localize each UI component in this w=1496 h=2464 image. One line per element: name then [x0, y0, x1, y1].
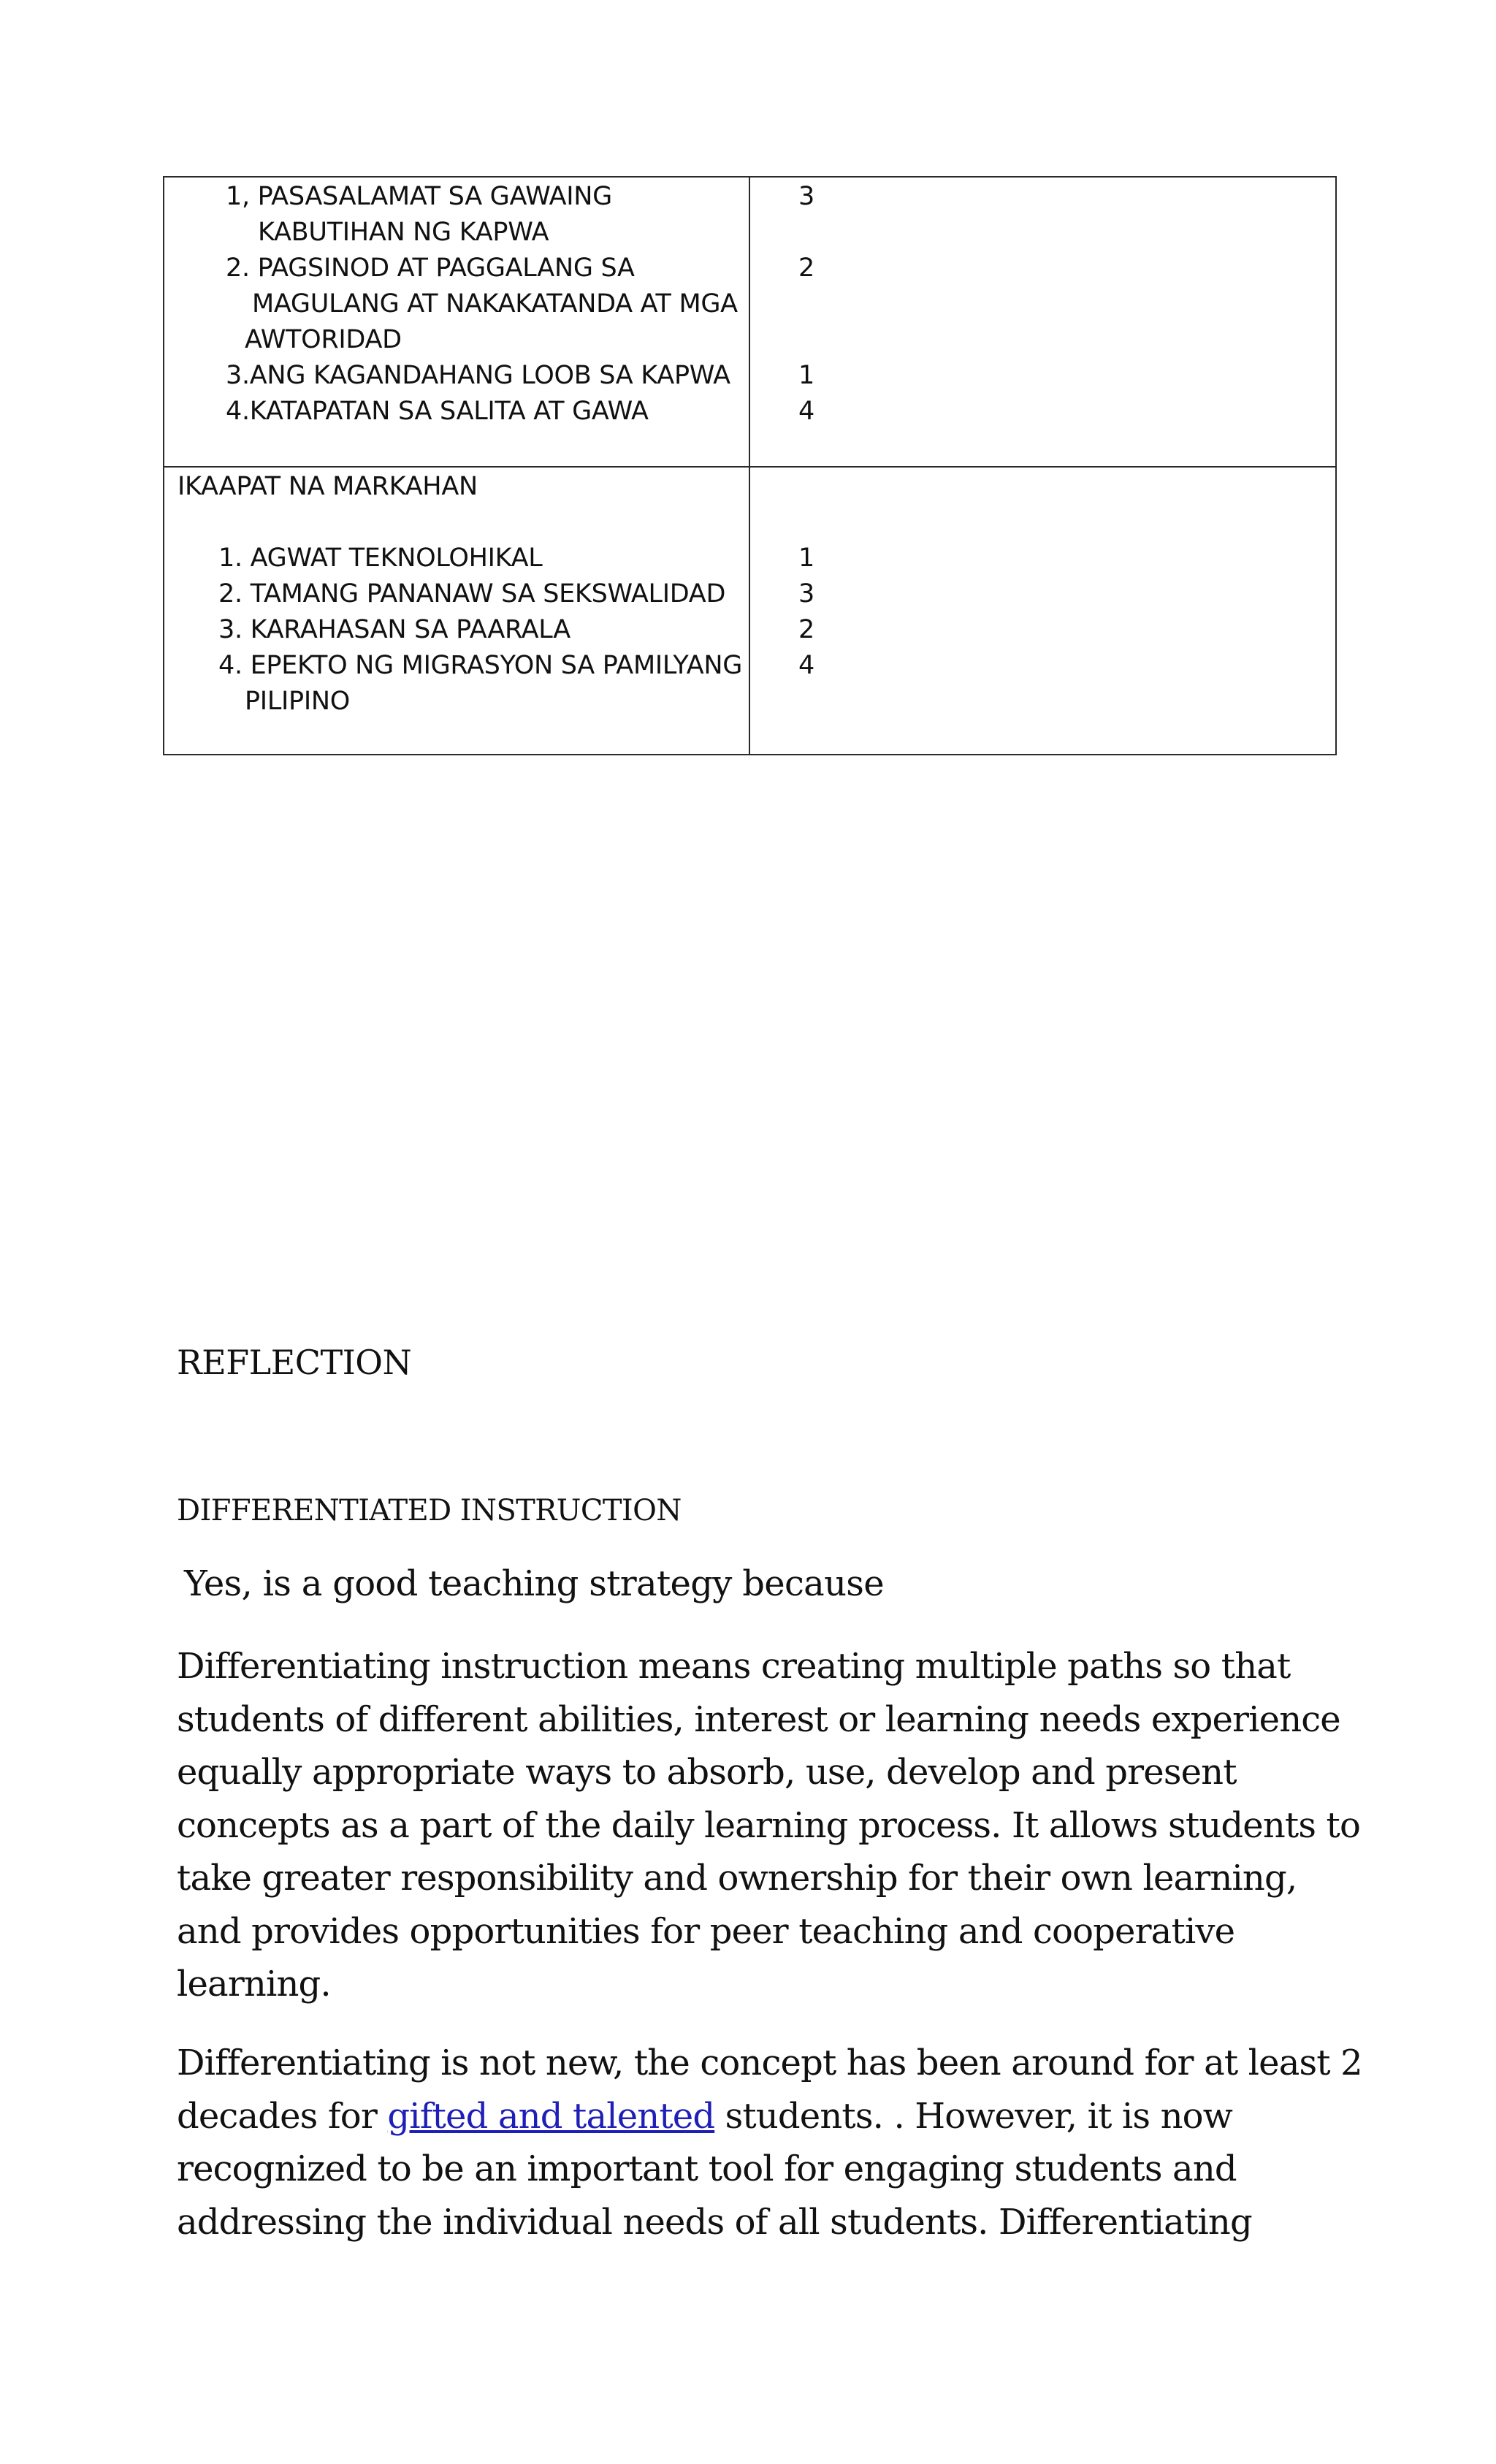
topic-line: 3.ANG KAGANDAHANG LOOB SA KAPWA — [226, 361, 730, 390]
table-row — [164, 177, 1336, 467]
rank-value: 2 — [798, 615, 814, 644]
paragraph-line: students of different abilities, interest or learning needs experience — [177, 1698, 1340, 1740]
topic-line: AWTORIDAD — [245, 325, 402, 354]
topics-cell — [164, 467, 749, 755]
topic-line: 2. PAGSINOD AT PAGGALANG SA — [226, 253, 635, 283]
paragraph-line — [177, 2090, 1360, 2143]
topic-line: 2. TAMANG PANANAW SA SEKSWALIDAD — [218, 579, 726, 609]
table-row — [164, 467, 1336, 755]
paragraph-line: recognized to be an important tool for engaging students and — [177, 2148, 1237, 2189]
paragraph-line: Differentiating is not new, the concept has been around for at least 2 — [177, 2042, 1362, 2083]
rank-value: 3 — [798, 182, 814, 211]
paragraph-1 — [177, 1640, 1360, 2011]
rank-value: 1 — [798, 543, 814, 573]
paragraph-text: decades for — [177, 2095, 388, 2137]
paragraph-line: equally appropriate ways to absorb, use, develop and present — [177, 1752, 1237, 1793]
paragraph-line: Differentiating instruction means creating multiple paths so that — [177, 1646, 1291, 1687]
reflection-heading: REFLECTION — [177, 1343, 412, 1382]
gifted-talented-link[interactable]: gifted and talented — [387, 2095, 715, 2137]
paragraph-line: take greater responsibility and ownership for their own learning, — [177, 1858, 1297, 1899]
topics-cell — [164, 177, 749, 467]
topic-line: MAGULANG AT NAKAKATANDA AT MGA — [252, 289, 738, 319]
rank-value: 3 — [798, 579, 814, 609]
paragraph-line: learning. — [177, 1964, 331, 2005]
paragraph-line: concepts as a part of the daily learning process. It allows students to — [177, 1804, 1361, 1846]
intro-sentence: Yes, is a good teaching strategy because — [184, 1563, 884, 1604]
ranks-cell — [749, 467, 1336, 755]
paragraph-2 — [177, 2037, 1360, 2249]
topic-line: 4. EPEKTO NG MIGRASYON SA PAMILYANG — [218, 651, 743, 680]
paragraph-line: and provides opportunities for peer teaching and cooperative — [177, 1910, 1235, 1952]
rank-value: 4 — [798, 651, 814, 680]
rank-value: 4 — [798, 397, 814, 426]
topic-line: 1, PASASALAMAT SA GAWAING — [226, 182, 612, 211]
ranks-cell — [749, 177, 1336, 467]
rank-value: 1 — [798, 361, 814, 390]
topic-line: 1. AGWAT TEKNOLOHIKAL — [218, 543, 543, 573]
section-subtitle: DIFFERENTIATED INSTRUCTION — [177, 1494, 682, 1527]
topic-line: 4.KATAPATAN SA SALITA AT GAWA — [226, 397, 649, 426]
topic-line: KABUTIHAN NG KAPWA — [258, 218, 549, 247]
rank-value: 2 — [798, 253, 814, 283]
topic-line: 3. KARAHASAN SA PAARALA — [218, 615, 570, 644]
paragraph-text: students. . However, it is now — [714, 2095, 1232, 2137]
quarter-heading: IKAAPAT NA MARKAHAN — [178, 472, 478, 501]
topic-line: PILIPINO — [245, 687, 351, 716]
topics-table — [163, 176, 1337, 755]
paragraph-line: addressing the individual needs of all students. Differentiating — [177, 2201, 1252, 2243]
